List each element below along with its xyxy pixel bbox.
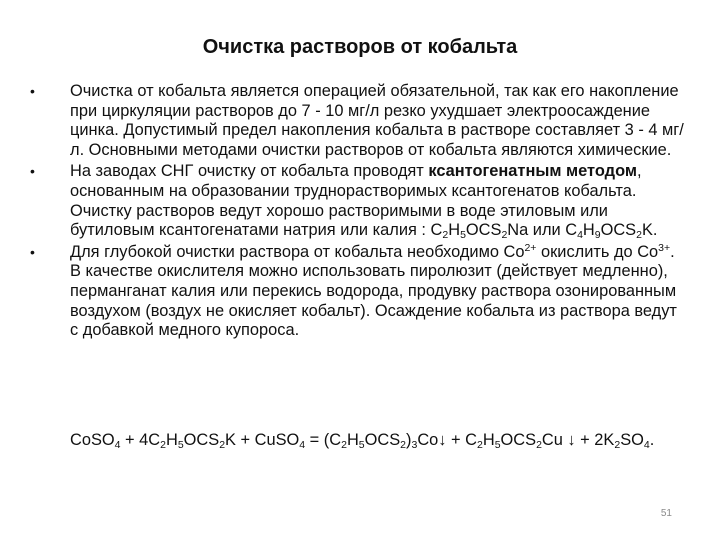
bullet-marker: •	[30, 83, 35, 99]
bullet-text: Для глубокой очистки раствора от кобальта необходимо Co	[70, 242, 525, 261]
bullet-marker: •	[30, 163, 35, 180]
bullet-item-cobalt-purification	[26, 82, 686, 160]
slide-title: Очистка растворов от кобальта	[202, 36, 518, 58]
bullet-marker: •	[30, 243, 35, 260]
bullet-item-deep-purification	[26, 243, 686, 341]
xanthate-formula-sodium: $C_2H_5OCS_2Na$	[430, 221, 529, 242]
page-number: 51	[660, 508, 672, 519]
formula-end: .	[652, 221, 658, 240]
cobalt-charge-3plus: 3+	[658, 241, 671, 254]
cobalt-charge-2plus: 2+	[524, 241, 537, 254]
formula-joiner: или	[528, 221, 566, 240]
bullet-text-continued: . В качестве окислителя можно использовать пиролюзит (действует медленно), перманганат калия или перекись водорода, продувку раствора озонированным воздухом (воздух не окисляет кобальт). Осаждение кобальта из раствора ведут с добавкой медного купороса.	[70, 242, 677, 340]
bullet-text-middle: окислить до Co	[536, 242, 659, 261]
xanthate-formula-potassium: $C_4H_9OCS_2K$	[565, 221, 653, 242]
bullet-text-continued: , основанным на образовании труднорастворимых ксантогенатов кобальта. Очистку растворов ведут хорошо растворимыми в воде этиловым или бутиловым ксантогенатами натрия или калия :	[70, 162, 642, 240]
bullet-list	[26, 82, 686, 343]
bullet-text: На заводах СНГ очистку от кобальта проводят	[70, 162, 429, 181]
bullet-text: Очистка от кобальта является операцией обязательной, так как его накопление при циркуляции растворов до 7 - 10 мг/л резко ухудшает электроосаждение цинка. Допустимый предел накопления кобальта в растворе составляет 3 - 4 мг/л. Основными методами очистки растворов от кобальта являются химические.	[70, 82, 684, 159]
reaction-equation: CoSO$_4$ + $4C_2H_5OCS_2K$ + CuSO$_4$ = $(C_2H_5OCS_2)_3Co↓ + C_2H_5OCS_2Cu$ ↓ + $2K_2SO_4$.	[70, 431, 655, 451]
bullet-bold-term: ксантогенатным методом	[428, 162, 637, 181]
bullet-item-xanthate-method	[26, 162, 686, 240]
